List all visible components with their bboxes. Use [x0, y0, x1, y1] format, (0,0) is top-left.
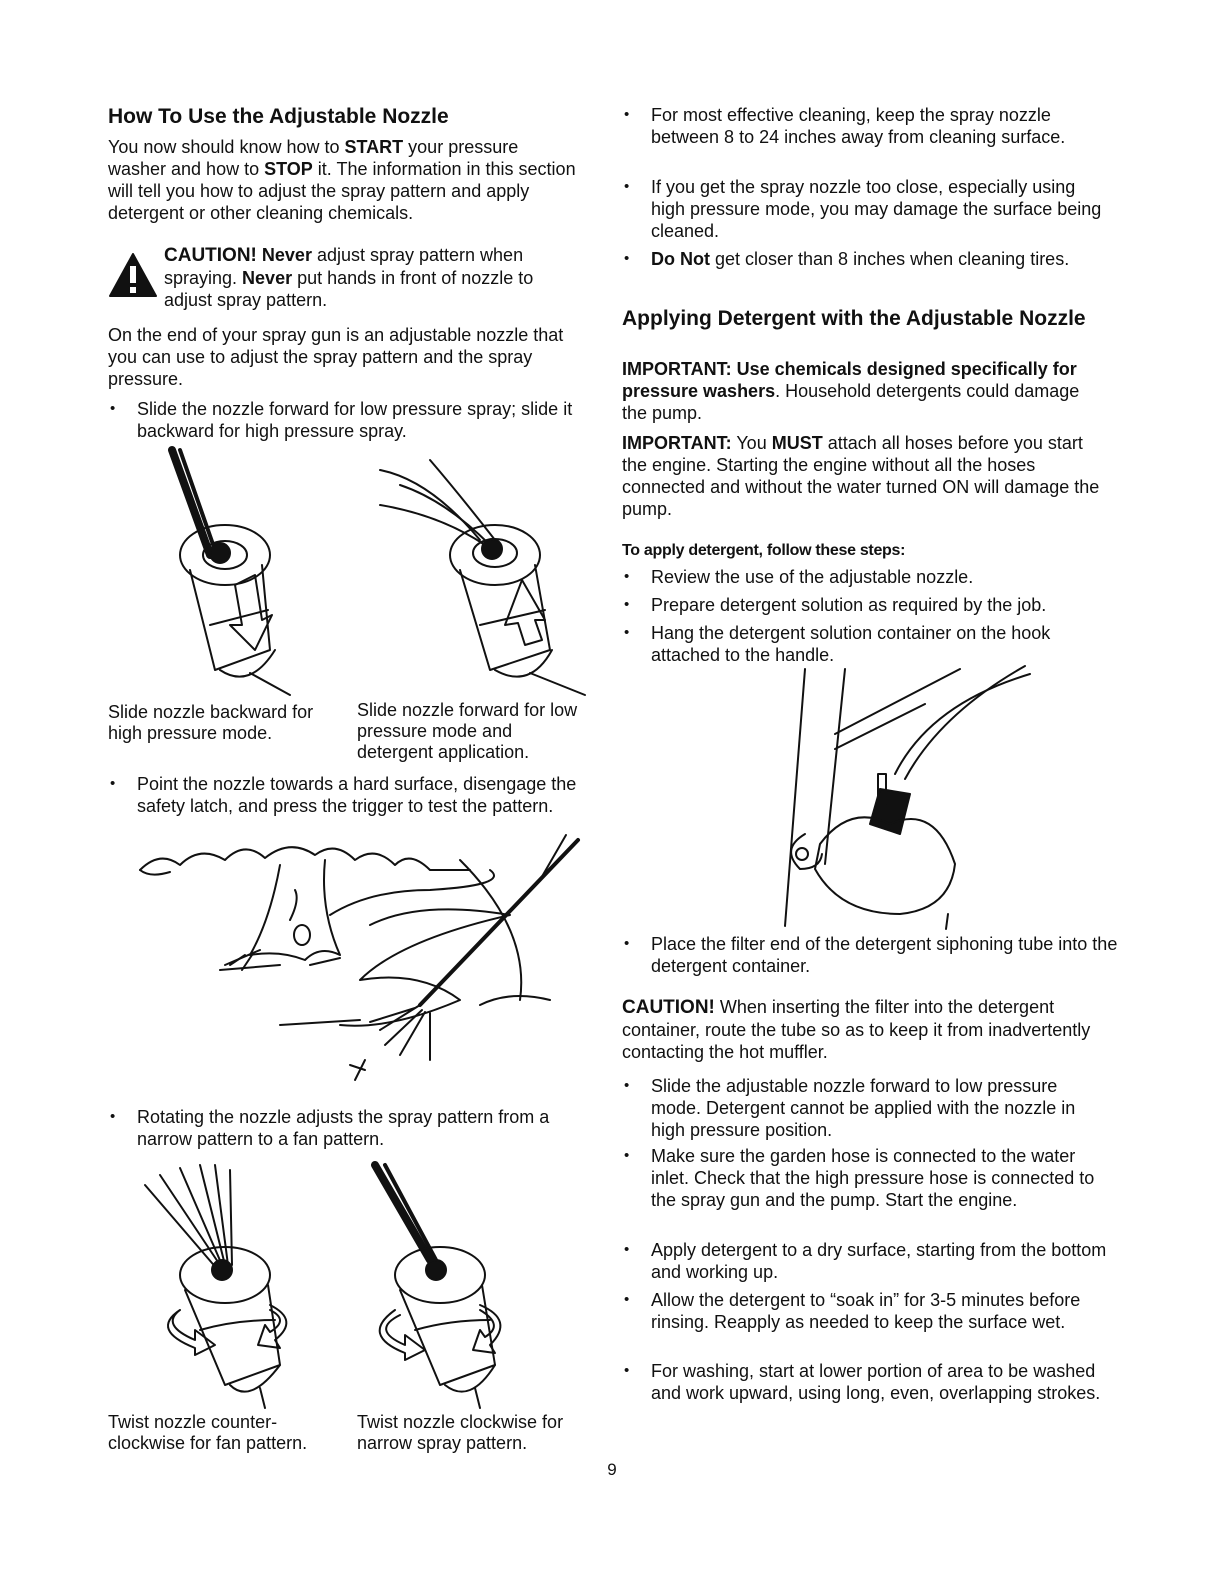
bullet-filter: • Place the filter end of the detergent siphoning tube into the detergent container.	[624, 933, 1121, 977]
step-review: • Review the use of the adjustable nozzle.	[624, 566, 1107, 588]
tree-spray-illustration	[130, 830, 600, 1100]
section-heading-adjustable-nozzle: How To Use the Adjustable Nozzle	[108, 105, 449, 128]
steps-heading: To apply detergent, follow these steps:	[622, 542, 906, 559]
caution-nozzle: CAUTION! Never adjust spray pattern when spraying. Never put hands in front of nozzle to adjust spray pattern.	[164, 245, 534, 310]
warning-triangle-icon	[108, 252, 158, 298]
twist-clockwise-drawing	[375, 1165, 500, 1408]
bullet-soak: • Allow the detergent to “soak in” for 3-5 minutes before rinsing. Reapply as needed to keep the surface wet.	[624, 1289, 1111, 1333]
caption-twist-counterclockwise: Twist nozzle counter-clockwise for fan pattern.	[108, 1412, 308, 1453]
page-number: 9	[607, 1460, 617, 1479]
bullet-low-pressure: • Slide the adjustable nozzle forward to low pressure mode. Detergent cannot be applied with the nozzle in high pressure position.	[624, 1075, 1111, 1141]
section-heading-applying-detergent: Applying Detergent with the Adjustable Nozzle	[622, 307, 1086, 330]
bullet-do-not: • Do Not get closer than 8 inches when cleaning tires.	[624, 248, 1107, 270]
intro-paragraph: You now should know how to START your pressure washer and how to STOP it. The information in this section will tell you how to adjust the spray pattern and apply detergent or other cleaning chemicals.	[108, 137, 576, 223]
important-hoses: IMPORTANT: You MUST attach all hoses before you start the engine. Starting the engine without all the hoses connected and without the water turned ON will damage the pump.	[622, 433, 1100, 519]
twist-nozzle-illustration	[140, 1160, 580, 1410]
bullet-slide-nozzle: • Slide the nozzle forward for low pressure spray; slide it backward for high pressure spray.	[110, 398, 577, 442]
bullet-point-nozzle: • Point the nozzle towards a hard surface, disengage the safety latch, and press the trigger to test the pattern.	[110, 773, 607, 817]
slide-nozzle-illustration	[150, 445, 600, 700]
bullet-washing: • For washing, start at lower portion of area to be washed and work upward, using long, even, overlapping strokes.	[624, 1360, 1111, 1404]
bullet-distance: • For most effective cleaning, keep the spray nozzle between 8 to 24 inches away from cleaning surface.	[624, 104, 1107, 148]
nozzle-backward-drawing	[172, 450, 290, 695]
bullet-too-close: • If you get the spray nozzle too close, especially using high pressure mode, you may damage the surface being cleaned.	[624, 176, 1107, 242]
caution-muffler: CAUTION! When inserting the filter into the detergent container, route the tube so as to keep it from inadvertently contacting the hot muffler.	[622, 997, 1091, 1062]
caption-twist-clockwise: Twist nozzle clockwise for narrow spray pattern.	[357, 1412, 564, 1453]
twist-counterclockwise-drawing	[145, 1165, 286, 1408]
bullet-apply-dry: • Apply detergent to a dry surface, starting from the bottom and working up.	[624, 1239, 1111, 1283]
step-prepare: • Prepare detergent solution as required by the job.	[624, 594, 1107, 616]
detergent-container-illustration	[760, 664, 1050, 934]
caption-slide-forward: Slide nozzle forward for low pressure mode and detergent application.	[357, 700, 578, 762]
nozzle-forward-drawing	[380, 460, 585, 695]
caption-slide-backward: Slide nozzle backward for high pressure mode.	[108, 702, 314, 743]
bullet-garden-hose: • Make sure the garden hose is connected to the water inlet. Check that the high pressure hose is connected to the spray gun and the pump. Start the engine.	[624, 1145, 1111, 1211]
step-hang: • Hang the detergent solution container on the hook attached to the handle.	[624, 622, 1107, 666]
nozzle-description: On the end of your spray gun is an adjustable nozzle that you can use to adjust the spray pattern and the spray pressure.	[108, 325, 564, 389]
important-chemicals: IMPORTANT: Use chemicals designed specifically for pressure washers. Household detergents could damage the pump.	[622, 359, 1080, 423]
bullet-rotate-nozzle: • Rotating the nozzle adjusts the spray pattern from a narrow pattern to a fan pattern.	[110, 1106, 607, 1150]
